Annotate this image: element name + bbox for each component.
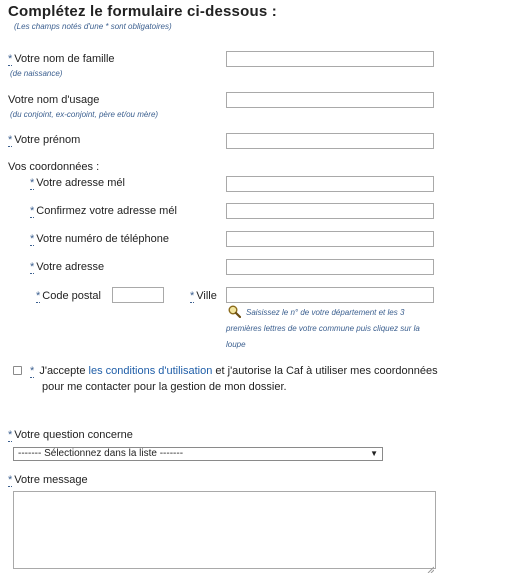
adresse-label [30,261,104,273]
prenom-input[interactable] [226,133,434,149]
message-textarea[interactable] [13,491,436,569]
adresse-input[interactable] [226,259,434,275]
required-star: * [30,233,35,245]
telephone-input[interactable] [226,231,434,247]
message-text: Votre message [14,474,88,486]
adresse-text: Votre adresse [36,261,105,273]
nom-famille-hint: (de naissance) [10,69,63,78]
required-star: * [30,177,35,189]
email-confirm-label [30,205,177,217]
telephone-label [30,233,169,245]
email-input[interactable] [226,176,434,192]
required-star: * [8,134,13,146]
consent-checkbox[interactable] [13,366,22,375]
question-text: Votre question concerne [14,429,133,441]
email-label [30,177,125,189]
required-star: * [30,365,35,377]
coordonnees-heading: Vos coordonnées : [8,161,100,173]
nom-famille-label [8,53,115,65]
resize-grip-icon[interactable] [427,560,434,567]
code-postal-text: Code postal [42,290,101,302]
required-star: * [8,474,13,486]
ville-label [190,290,217,302]
dropdown-arrow-icon: ▼ [370,449,378,458]
form-title: Complétez le formulaire ci-dessous : [8,3,277,20]
ville-hint-line1: Saisissez le n° de votre département et les 3 [246,308,405,317]
prenom-label [8,134,80,146]
message-label [8,474,88,486]
telephone-text: Votre numéro de téléphone [36,233,169,245]
conditions-link[interactable]: les conditions d'utilisation [88,365,213,377]
required-star: * [30,261,35,273]
ville-hint-line3: loupe [226,340,246,349]
ville-text: Ville [196,290,217,302]
nom-usage-label: Votre nom d'usage [8,94,100,106]
question-label [8,429,133,441]
required-star: * [30,205,35,217]
email-text: Votre adresse mél [36,177,125,189]
code-postal-label [36,290,101,302]
consent-text-after: et j'autorise la Caf à utiliser mes coordonnées [215,365,438,377]
magnifier-icon[interactable] [228,305,241,318]
consent-text-before: J'accepte [39,365,86,377]
question-selected-value: ------- Sélectionnez dans la liste ------- [18,448,184,459]
nom-usage-input[interactable] [226,92,434,108]
consent-text-line2: pour me contacter pour la gestion de mon dossier. [42,381,287,393]
prenom-text: Votre prénom [14,134,81,146]
required-note: (Les champs notés d'une * sont obligatoires) [14,22,172,31]
code-postal-input[interactable] [112,287,164,303]
required-star: * [36,290,41,302]
ville-hint-line2: premières lettres de votre commune puis cliquez sur la [226,324,420,333]
email-confirm-text: Confirmez votre adresse mél [36,205,177,217]
email-confirm-input[interactable] [226,203,434,219]
required-star: * [190,290,195,302]
consent-text [30,365,438,377]
nom-usage-hint: (du conjoint, ex-conjoint, père et/ou mère) [10,110,159,119]
required-star: * [8,53,13,65]
ville-input[interactable] [226,287,434,303]
nom-famille-text: Votre nom de famille [14,53,115,65]
nom-famille-input[interactable] [226,51,434,67]
question-select[interactable] [13,447,383,461]
required-star: * [8,429,13,441]
